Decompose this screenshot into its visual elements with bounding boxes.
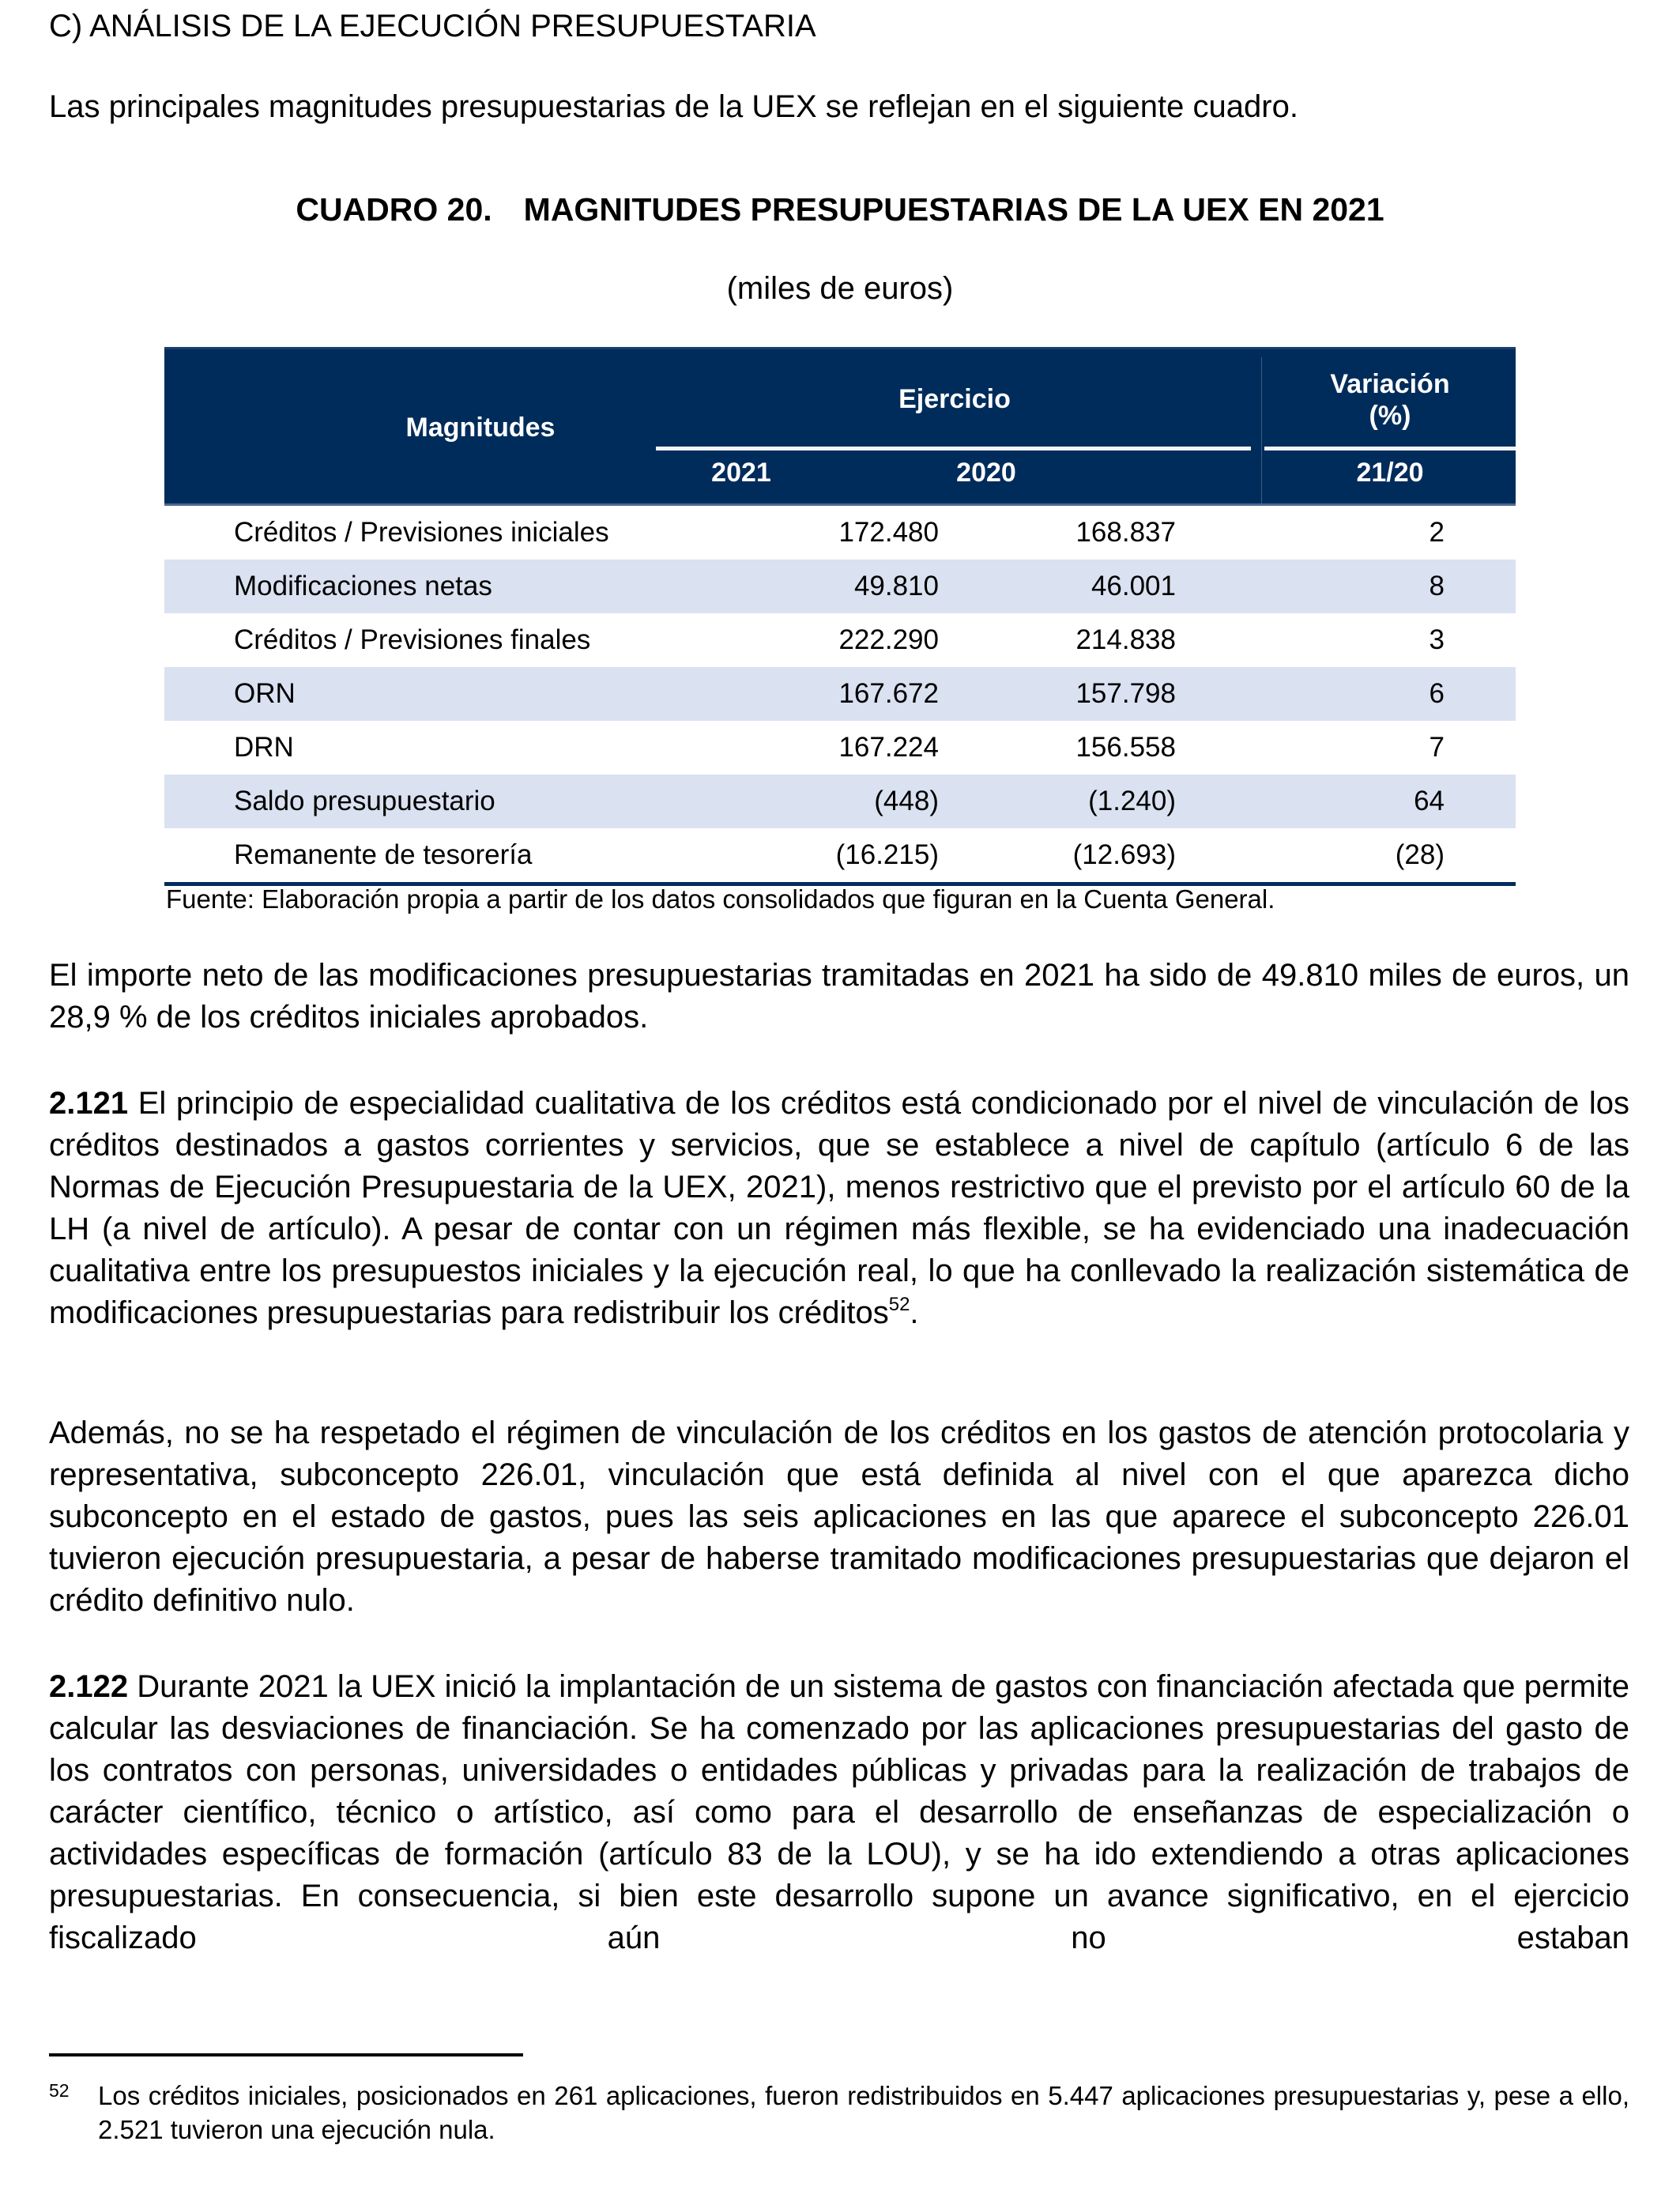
- row-variation: 6: [1429, 678, 1445, 709]
- header-column-separator: [1261, 357, 1262, 503]
- paragraph-end: .: [910, 1295, 919, 1330]
- row-variation: 8: [1429, 571, 1445, 601]
- header-magnitudes: Magnitudes: [405, 413, 556, 443]
- table-row: [164, 613, 1516, 667]
- paragraph-vinculacion: Además, no se ha respetado el régimen de vinculación de los créditos en los gastos de atención protocolaria y representativa, subconcepto 226.01, vinculación que está definida al nivel con el que aparezca dicho subconcepto en el estado de gastos, pues las seis aplicaciones en las que aparece el subconcepto 226.01 tuvieron ejecución presupuestaria, a pesar de haberse tramitado modificaciones presupuestarias que dejaron el crédito definitivo nulo.: [49, 1416, 1629, 1618]
- row-value-2020: 46.001: [1090, 571, 1176, 601]
- paragraph-text: El principio de especialidad cualitativa de los créditos está condicionado por el nivel de vinculación de los créditos destinados a gastos corrientes y servicios, que se establece a nivel de capítulo (artículo 6 de las Normas de Ejecución Presupuestaria de la UEX, 2021), menos restrictivo que el previsto por el artículo 60 de la LH (a nivel de artículo). A pesar de contar con un régimen más flexible, se ha evidenciado una inadecuación cualitativa entre los presupuestos iniciales y la ejecución real, lo que ha conllevado la realización sistemática de modificaciones presupuestarias para redistribuir los créditos: [49, 1086, 1629, 1330]
- row-value-2021: (448): [874, 786, 939, 816]
- table-units: (miles de euros): [726, 271, 954, 306]
- table-source: Fuente: Elaboración propia a partir de los datos consolidados que figuran en la Cuenta General.: [166, 884, 1275, 914]
- table-row: [164, 775, 1516, 828]
- row-value-2021: 172.480: [838, 517, 939, 548]
- header-variacion-line2: (%): [1369, 401, 1411, 431]
- header-ratio: 21/20: [1356, 458, 1424, 488]
- header-variacion: [1264, 368, 1516, 432]
- row-label: Modificaciones netas: [234, 571, 492, 601]
- row-value-2020: 168.837: [1075, 517, 1176, 548]
- row-value-2020: 157.798: [1075, 678, 1176, 709]
- table-number: CUADRO 20.: [296, 191, 492, 228]
- table-row: [164, 560, 1516, 613]
- row-value-2021: 49.810: [853, 571, 939, 601]
- footnote: [49, 2079, 1629, 2147]
- header-variacion-rule: [1264, 447, 1516, 450]
- row-value-2020: (1.240): [1088, 786, 1176, 816]
- header-2021: 2021: [711, 458, 771, 488]
- budget-table: [164, 347, 1516, 886]
- row-variation: 2: [1429, 517, 1445, 548]
- paragraph-number: 2.122: [49, 1669, 129, 1704]
- row-value-2021: 167.224: [838, 732, 939, 763]
- row-label: Créditos / Previsiones iniciales: [234, 517, 609, 548]
- row-variation: 64: [1414, 786, 1445, 816]
- paragraph-modifications: El importe neto de las modificaciones presupuestarias tramitadas en 2021 ha sido de 49.810 miles de euros, un 28,9 % de los créditos iniciales aprobados.: [49, 958, 1629, 1035]
- row-variation: 7: [1429, 732, 1445, 763]
- paragraph-2121: [49, 1083, 1629, 1334]
- row-label: Remanente de tesorería: [234, 839, 533, 870]
- table-header: [164, 347, 1516, 506]
- row-label: ORN: [234, 678, 296, 709]
- header-2020: 2020: [956, 458, 1016, 488]
- row-label: DRN: [234, 732, 294, 763]
- table-title-text: MAGNITUDES PRESUPUESTARIAS DE LA UEX EN 2021: [523, 191, 1384, 228]
- intro-text: Las principales magnitudes presupuestarias de la UEX se reflejan en el siguiente cuadro.: [49, 89, 1298, 124]
- row-variation: 3: [1429, 624, 1445, 655]
- paragraph-text: Durante 2021 la UEX inició la implantación de un sistema de gastos con financiación afectada que permite calcular las desviaciones de financiación. Se ha comenzado por las aplicaciones presupuestarias del gasto de los contratos con personas, universidades o entidades públicas y privadas para la realización de trabajos de carácter científico, técnico o artístico, así como para el desarrollo de enseñanzas de especialización o actividades específicas de formación (artículo 83 de la LOU), y se ha ido extendiendo a otras aplicaciones presupuestarias. En consecuencia, si bien este desarrollo supone un avance significativo, en el ejercicio fiscalizado aún no estaban: [49, 1669, 1629, 1955]
- paragraph-number: 2.121: [49, 1086, 129, 1121]
- footnote-number: 52: [49, 2080, 70, 2101]
- table-row: [164, 828, 1516, 882]
- header-ejercicio-rule: [656, 447, 1251, 450]
- paragraph-2122: [49, 1666, 1629, 1959]
- row-value-2020: 214.838: [1075, 624, 1176, 655]
- header-variacion-line1: Variación: [1330, 369, 1450, 399]
- row-value-2020: (12.693): [1072, 839, 1176, 870]
- row-variation: (28): [1395, 839, 1445, 870]
- table-row: [164, 721, 1516, 775]
- section-title: C) ANÁLISIS DE LA EJECUCIÓN PRESUPUESTARIA: [49, 9, 816, 43]
- row-value-2021: 167.672: [838, 678, 939, 709]
- footnote-separator: [49, 2053, 523, 2056]
- footnote-text: Los créditos iniciales, posicionados en 261 aplicaciones, fueron redistribuidos en 5.447 aplicaciones presupuestarias y, pese a ello, 2.521 tuvieron una ejecución nula.: [98, 2081, 1629, 2144]
- table-row: [164, 506, 1516, 560]
- row-value-2020: 156.558: [1075, 732, 1176, 763]
- row-label: Saldo presupuestario: [234, 786, 495, 816]
- row-value-2021: (16.215): [835, 839, 939, 870]
- row-value-2021: 222.290: [838, 624, 939, 655]
- table-title: [0, 190, 1680, 229]
- row-label: Créditos / Previsiones finales: [234, 624, 591, 655]
- table-row: [164, 667, 1516, 721]
- header-ejercicio: Ejercicio: [898, 384, 1011, 414]
- footnote-ref-link[interactable]: 52: [888, 1294, 910, 1315]
